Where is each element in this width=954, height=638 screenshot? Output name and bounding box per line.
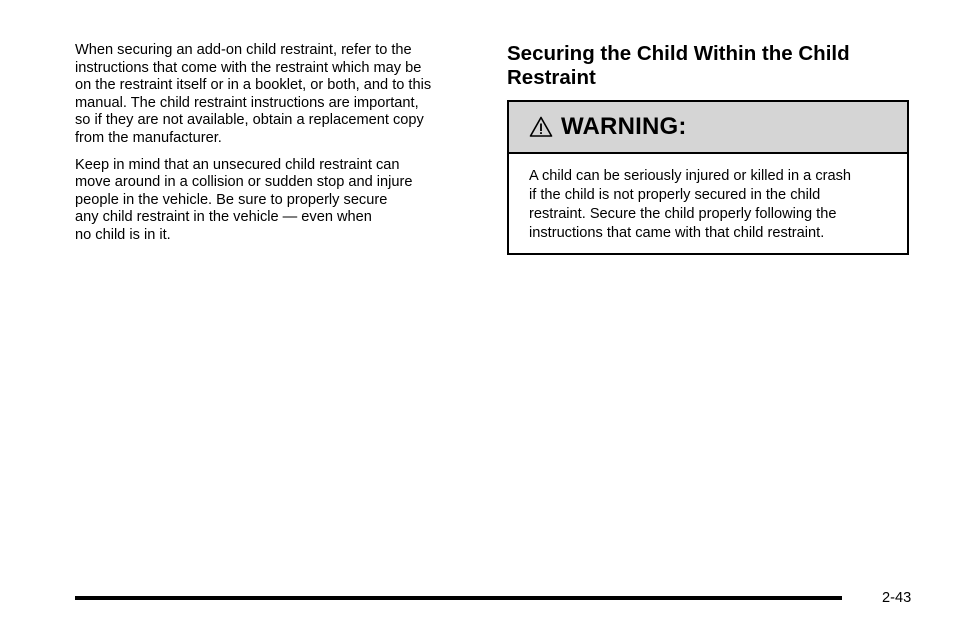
section-title (507, 42, 909, 89)
paragraph-unsecured-restraint (75, 157, 480, 245)
text-line: restraint. Secure the child properly following the (529, 206, 837, 222)
text-line: When securing an add-on child restraint, refer to the (75, 42, 412, 58)
text-line: if the child is not properly secured in the child (529, 187, 821, 203)
section-title-line: Securing the Child Within the Child (507, 42, 850, 65)
text-line: A child can be seriously injured or killed in a crash (529, 168, 852, 184)
warning-title: WARNING: (561, 113, 687, 140)
warning-triangle-icon (529, 115, 553, 139)
left-column (75, 42, 480, 254)
warning-header (509, 102, 907, 154)
text-line: instructions that came with that child restraint. (529, 225, 825, 241)
section-title-line: Restraint (507, 65, 596, 89)
text-line: Keep in mind that an unsecured child restraint can (75, 156, 400, 173)
text-line: move around in a collision or sudden stop and injure (75, 174, 413, 191)
page-number: 2-43 (882, 590, 912, 606)
text-line: manual. The child restraint instructions are important, (75, 94, 419, 111)
paragraph-add-on-restraint (75, 42, 480, 148)
text-line: instructions that come with the restraint which may be (75, 59, 422, 76)
text-line: people in the vehicle. Be sure to properly secure (75, 191, 388, 208)
right-column (507, 42, 909, 241)
warning-body (509, 154, 907, 243)
text-line: so if they are not available, obtain a replacement copy (75, 112, 424, 129)
text-line: on the restraint itself or in a booklet, or both, and to this (75, 77, 432, 94)
warning-box (507, 100, 909, 255)
text-line: from the manufacturer. (75, 129, 222, 146)
footer-rule (75, 596, 842, 600)
text-line: no child is in it. (75, 226, 171, 243)
text-line: any child restraint in the vehicle — even when (75, 209, 372, 226)
